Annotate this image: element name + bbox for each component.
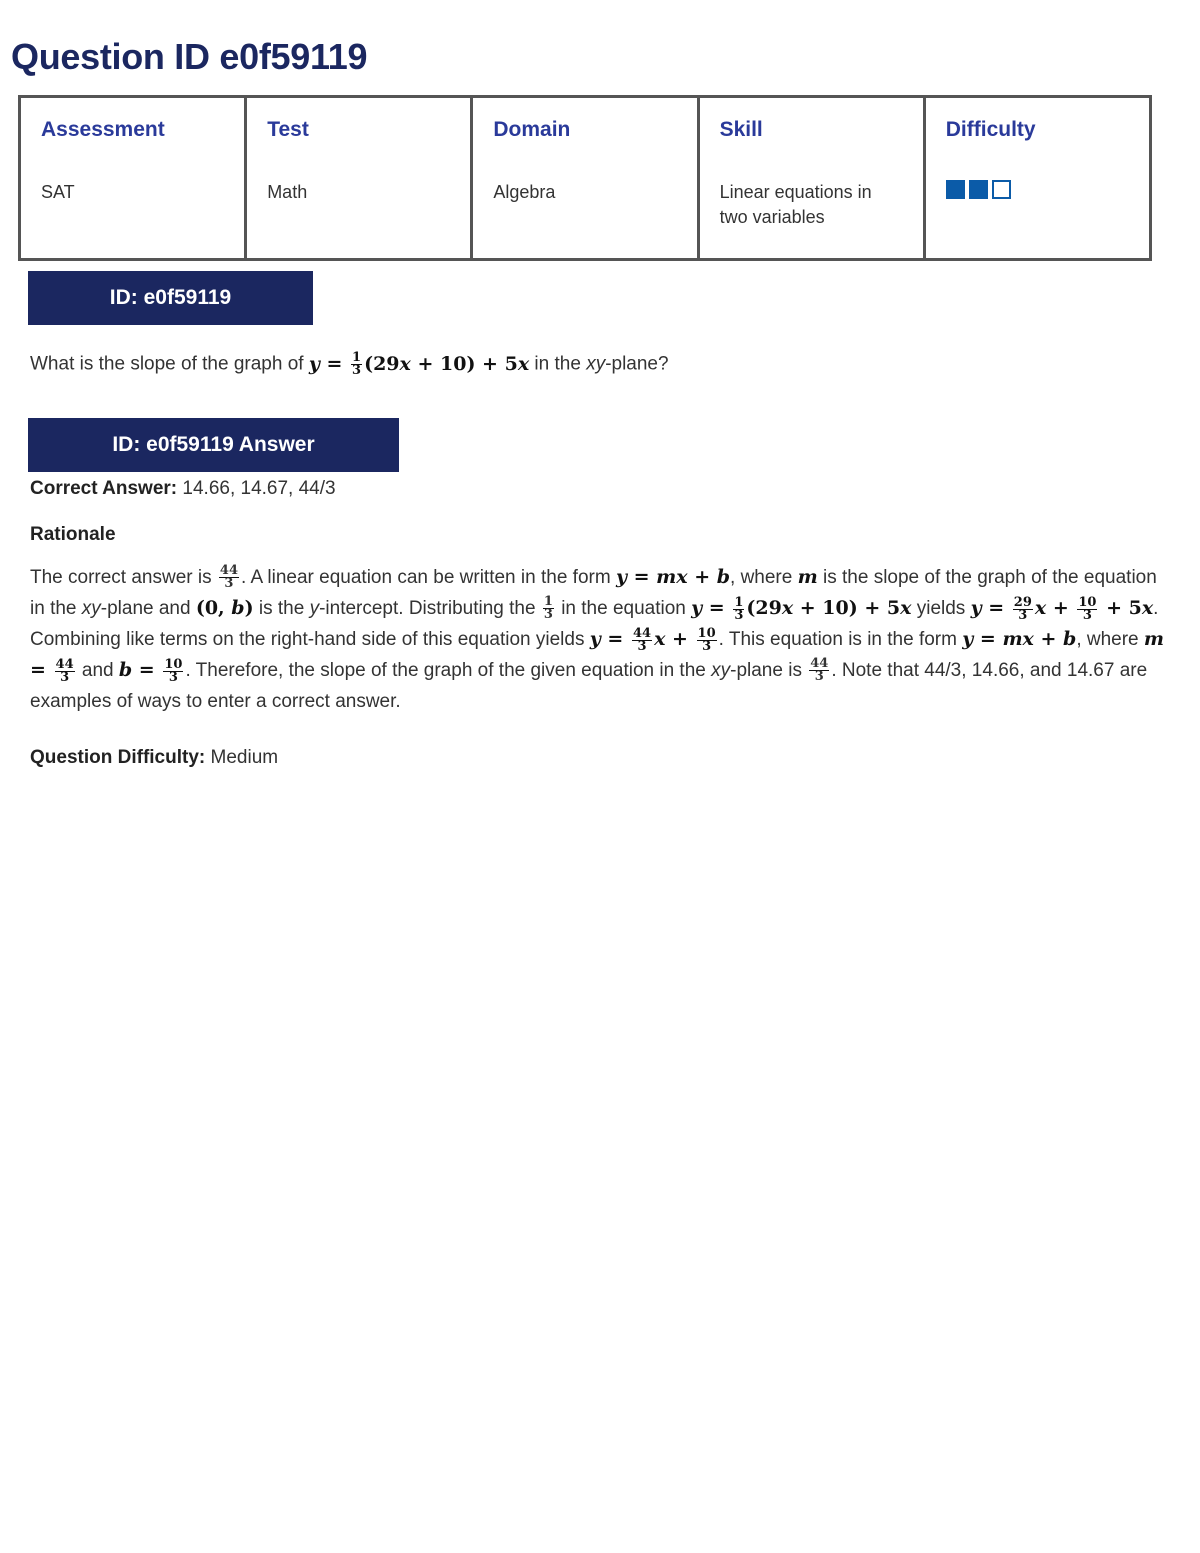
rationale-seg: The correct answer is [30,567,212,588]
skill-value: Linear equations in two variables [719,182,872,227]
math-expr: b = $\frac{10}{3}$ [118,656,183,685]
answer-id-bar: ID: e0f59119 Answer [28,418,399,472]
test-header: Test [267,118,309,141]
domain-value: Algebra [493,182,556,202]
math-expr: m [797,566,818,588]
math-expr: y = $\frac{44}{3}$ x + $\frac{10}{3}$ [589,625,716,654]
rationale-seg: -plane is [730,660,802,681]
assessment-value: SAT [41,182,75,202]
question-equation: y = $\frac{1}{3}$ (29x + 10) + 5x [308,350,530,378]
difficulty-header: Difficulty [945,118,1036,141]
question-suffix-post: -plane? [605,353,669,375]
rationale-seg: -plane and [100,598,191,619]
math-expr: m = $\frac{44}{3}$ [30,628,1165,685]
difficulty-indicator [946,180,1129,199]
math-var: xy [711,660,731,681]
rationale-heading: Rationale [30,524,116,545]
correct-answer-label: Correct Answer: [30,478,178,499]
rationale-seg: -intercept. Distributing the [319,598,536,619]
rationale-seg: and [81,660,114,681]
rationale-seg: . This equation is in the form [718,629,957,650]
difficulty-cell [924,97,1150,260]
math-expr: (0, b) [195,597,254,619]
rationale-seg: yields [916,598,966,619]
question-id-bar: ID: e0f59119 [28,271,313,325]
rationale-seg: , where [1076,629,1139,650]
difficulty-box-filled [946,180,965,199]
math-frac: $\frac{1}{3}$ [543,594,553,623]
rationale-seg: . A linear equation can be written in the form [241,567,611,588]
question-suffix-var: xy [586,353,606,375]
question-difficulty-value: Medium [210,747,279,768]
question-meta-table [18,95,1152,261]
test-cell [246,97,472,260]
skill-cell [698,97,924,260]
difficulty-box-filled [969,180,988,199]
rationale-seg: . Therefore, the slope of the graph of the given equation in the [185,660,706,681]
rationale-seg: is the [258,598,305,619]
rationale-seg: , where [730,567,793,588]
assessment-cell [20,97,246,260]
domain-cell [472,97,698,260]
math-frac: $\frac{44}{3}$ [219,563,238,592]
rationale-seg: in the equation [561,598,686,619]
skill-header: Skill [719,118,763,141]
math-var: xy [81,598,101,619]
rationale-seg: . Combining like terms on the right-hand side of this equation yields [30,598,1159,650]
question-text [30,352,669,377]
rationale-text [30,562,1170,717]
math-expr: y = mx + b [962,628,1077,650]
question-difficulty [30,747,278,769]
math-expr: y = mx + b [615,566,731,588]
rationale-seg: is the slope of the graph of the equation in the [30,567,1157,619]
rationale-seg: . Note that 44/3, 14.66, and 14.67 are examples of ways to enter a correct answer. [30,660,1148,712]
math-expr: y = $\frac{1}{3}$ (29x + 10) + 5x [691,594,912,623]
page-title: Question ID e0f59119 [11,36,368,77]
math-expr: y = $\frac{29}{3}$ x + $\frac{10}{3}$ + 5x [970,594,1154,623]
difficulty-box-empty [992,180,1011,199]
question-difficulty-label: Question Difficulty: [30,747,206,768]
question-suffix-pre: in the [529,353,587,375]
assessment-header: Assessment [41,118,165,141]
math-var: y [309,598,320,619]
question-prefix: What is the slope of the graph of [30,353,304,375]
domain-header: Domain [493,118,571,141]
correct-answer-value: 14.66, 14.67, 44/3 [182,478,336,499]
correct-answer [30,478,336,500]
test-value: Math [267,182,308,202]
math-frac: $\frac{44}{3}$ [810,656,829,685]
